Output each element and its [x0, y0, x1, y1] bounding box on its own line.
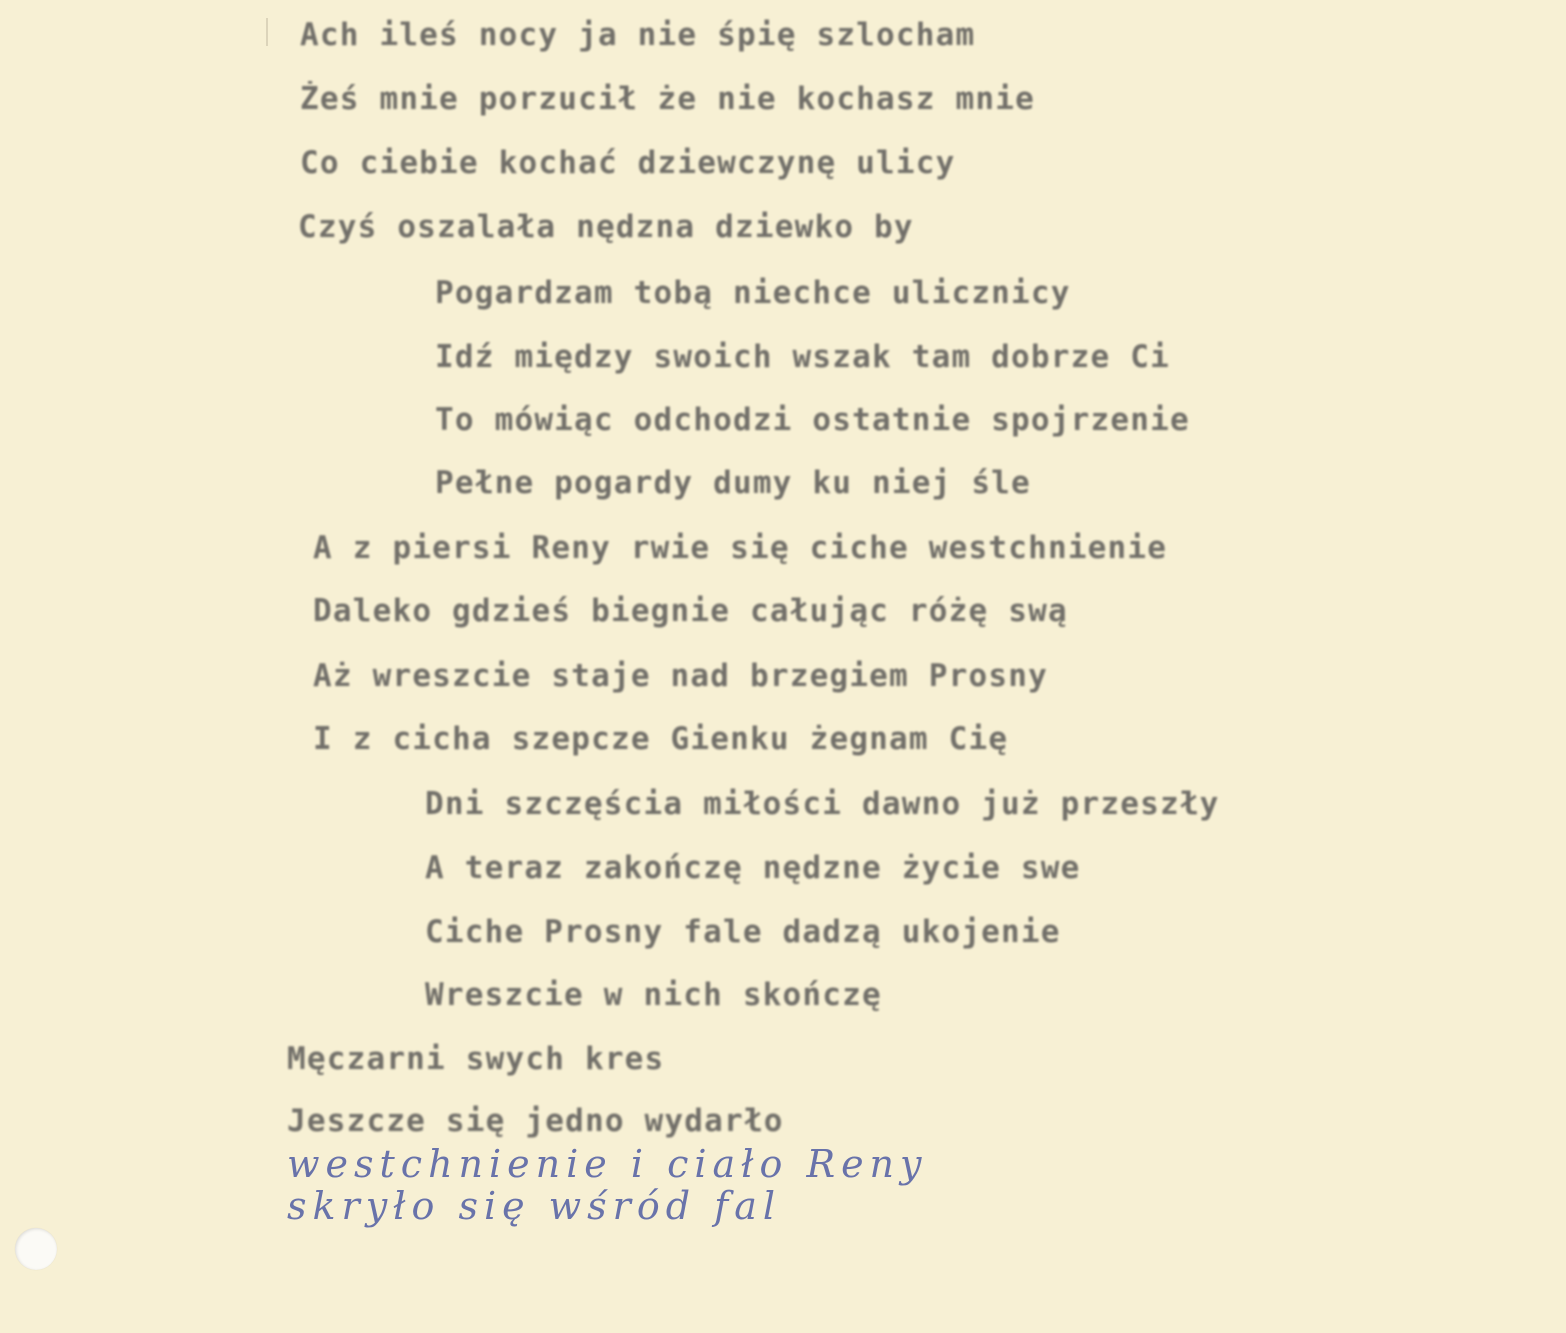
typed-line: To mówiąc odchodzi ostatnie spojrzenie: [435, 402, 1190, 438]
typed-line: Pogardzam tobą niechce ulicznicy: [435, 275, 1071, 311]
typed-line: Ciche Prosny fale dadzą ukojenie: [425, 914, 1061, 950]
typed-line: Aż wreszcie staje nad brzegiem Prosny: [313, 658, 1048, 694]
typed-line: Jeszcze się jedno wydarło: [287, 1103, 784, 1139]
typed-line: A z piersi Reny rwie się ciche westchnienie: [313, 530, 1168, 566]
typed-line: Pełne pogardy dumy ku niej śle: [435, 465, 1031, 501]
typed-line: Ach ileś nocy ja nie śpię szlocham: [300, 17, 976, 53]
handwritten-note-line: skryło się wśród fal: [287, 1184, 782, 1228]
typed-line: Żeś mnie porzucił że nie kochasz mnie: [300, 81, 1035, 117]
typed-line: Dni szczęścia miłości dawno już przeszły: [425, 786, 1220, 822]
typed-line: I z cicha szepcze Gienku żegnam Cię: [313, 721, 1009, 757]
typed-line: A teraz zakończę nędzne życie swe: [425, 850, 1081, 886]
punch-hole: [15, 1228, 57, 1270]
typed-line: Czyś oszalała nędzna dziewko by: [298, 209, 914, 245]
typed-line: Męczarni swych kres: [287, 1041, 665, 1077]
typed-line: Wreszcie w nich skończę: [425, 977, 882, 1013]
handwritten-note-line: westchnienie i ciało Reny: [287, 1142, 928, 1186]
typed-line: Co ciebie kochać dziewczynę ulicy: [300, 145, 956, 181]
typed-line: Idź między swoich wszak tam dobrze Ci: [435, 339, 1170, 375]
paper-mark: [266, 18, 268, 46]
typed-line: Daleko gdzieś biegnie całując różę swą: [313, 593, 1068, 629]
